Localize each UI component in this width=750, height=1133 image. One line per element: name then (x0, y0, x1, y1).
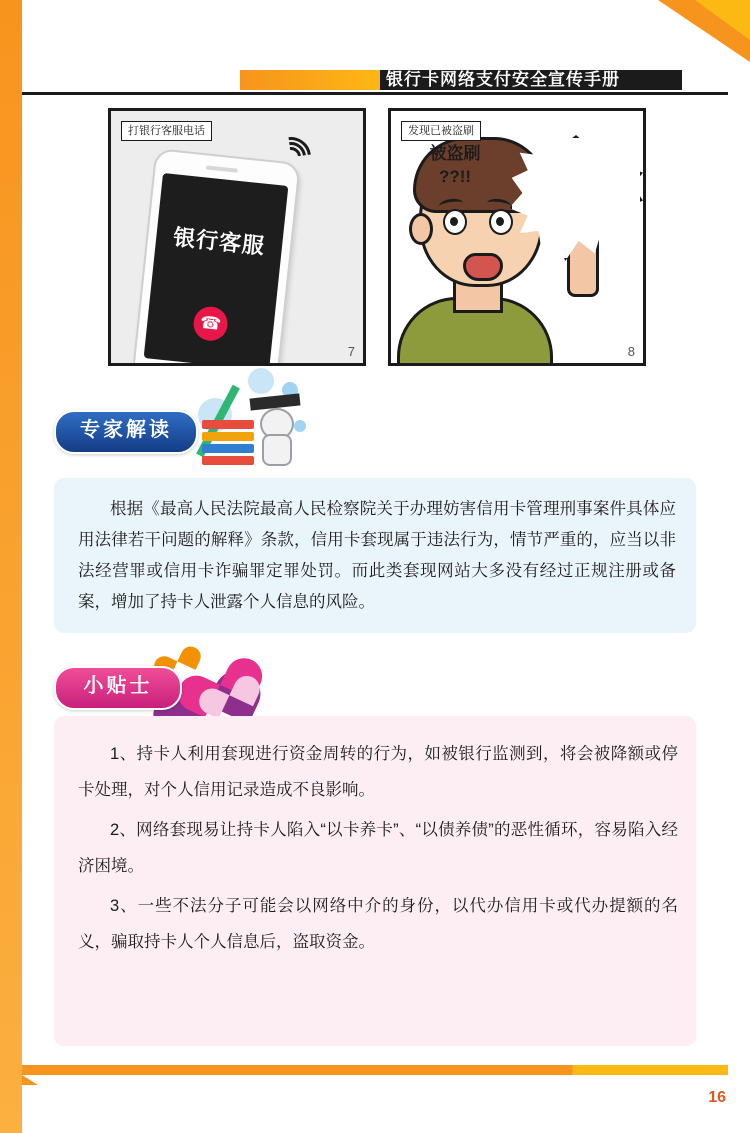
person-eye-left (443, 209, 467, 235)
tips-body-text (78, 736, 678, 964)
expert-badge-label: 专家解读 (80, 419, 172, 441)
panel-7-caption: 打银行客服电话 (121, 121, 212, 141)
page-number: 16 (708, 1089, 726, 1106)
left-accent-bar (0, 0, 22, 1133)
tips-item-3: 3、一些不法分子可能会以网络中介的身份，以代办信用卡或代办提额的名义，骗取持卡人个人信息后，盗取资金。 (78, 897, 678, 951)
corner-decoration-inner (695, 0, 750, 40)
panel-7-number: 7 (347, 344, 355, 359)
expert-body-text: 根据《最高人民法院最高人民检察院关于办理妨害信用卡管理刑事案件具体应用法律若干问题的解释》条款，信用卡套现属于违法行为，情节严重的，应当以非法经营罪或信用卡诈骗罪定罪处罚。而此类套现网站大多没有经过正规注册或备案，增加了持卡人泄露个人信息的风险。 (78, 500, 676, 611)
panel-8-number: 8 (627, 344, 635, 359)
header-rule (22, 92, 728, 95)
expert-content-box (54, 478, 696, 633)
footer-corner-decoration (22, 1075, 38, 1085)
speech-bubble-text (391, 143, 519, 189)
comic-panel-8 (388, 108, 646, 366)
expert-section-badge (54, 410, 198, 454)
page-title: 银行卡网络支付安全宣传手册 (386, 70, 620, 89)
tips-content-box (54, 716, 696, 1046)
person-mouth (463, 253, 503, 281)
phone-icon: ☎ (192, 305, 229, 342)
tips-badge-label: 小贴士 (83, 675, 153, 697)
page-header (22, 62, 750, 96)
phone-illustration (131, 148, 301, 366)
person-ear (409, 213, 433, 245)
books-icon (202, 420, 254, 460)
header-orange-block (240, 70, 388, 90)
mascot-body (262, 434, 292, 466)
comic-panel-7 (108, 108, 366, 366)
tips-item-1: 1、持卡人利用套现进行资金周转的行为，如被银行监测到，将会被降额或停卡处理，对个人信用记录造成不良影响。 (78, 745, 678, 799)
phone-speaker (206, 165, 238, 172)
tips-section-badge (54, 666, 182, 710)
speech-line-2: ??!! (438, 166, 472, 186)
person-eye-right (489, 209, 513, 235)
speech-line-1: 被盗刷 (429, 144, 481, 163)
heart-icon-small (161, 639, 187, 665)
footer-accent-bar (22, 1065, 728, 1075)
phone-screen (144, 173, 289, 366)
tips-item-2: 2、网络套现易让持卡人陷入“以卡养卡”、“以债养债”的恶性循环，容易陷入经济困境。 (78, 821, 678, 875)
phone-screen-label: 银行客服 (172, 224, 267, 259)
panel-8-caption: 发现已被盗刷 (401, 121, 481, 141)
expert-decoration (198, 368, 318, 464)
